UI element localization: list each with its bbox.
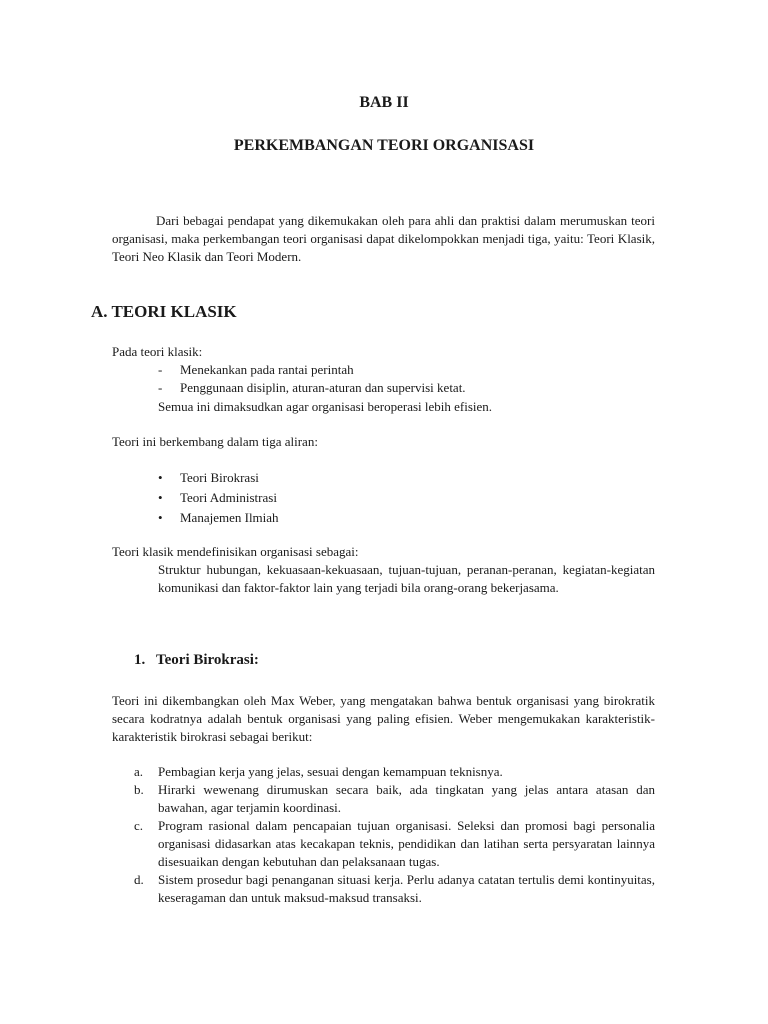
section-a-heading: A. TEORI KLASIK [91,302,237,321]
intro-paragraph [112,212,655,266]
list-item [158,361,466,379]
subsection-title: Teori Birokrasi: [156,652,259,668]
definition-lead: Teori klasik mendefinisikan organisasi sebagai: [112,544,359,559]
definition-text: Struktur hubungan, kekuasaan-kekuasaan, tujuan-tujuan, peranan-peranan, kegiatan-kegiatan komunikasi dan faktor-faktor lain yang terjadi bila orang-orang bekerjasama. [158,562,655,595]
bullet-marker: • [158,470,163,485]
list-item-text: Penggunaan disiplin, aturan-aturan dan supervisi ketat. [180,380,466,395]
list-item-text: Menekankan pada rantai perintah [180,362,354,377]
streams-lead: Teori ini berkembang dalam tiga aliran: [112,434,318,449]
list-item-text: Teori Birokrasi [180,470,259,485]
list-item-text: Pembagian kerja yang jelas, sesuai dengan kemampuan teknisnya. [158,764,503,779]
klasik-lead: Pada teori klasik: [112,344,203,359]
list-item [134,871,655,907]
dash-list [158,361,466,397]
list-item-text: Program rasional dalam pencapaian tujuan organisasi. Seleksi dan promosi bagi personalia organisasi didasarkan atas kecakapan teknis, pendidikan dan latihan serta persyaratan lainnya disesuaikan dengan kebutuhan dan pelaksanaan tugas. [158,818,655,869]
bullet-marker: • [158,490,163,505]
dash-marker: - [158,380,163,395]
intro-text: Dari bebagai pendapat yang dikemukakan oleh para ahli dan praktisi dalam merumuskan teori organisasi, maka perkembangan teori organisasi dapat dikelompokkan menjadi tiga, yaitu: Teori Klasik, Teori Neo Klasik dan Teori Modern. [112,213,655,264]
bullet-list [158,468,279,528]
list-item [158,379,466,397]
weber-paragraph: Teori ini dikembangkan oleh Max Weber, yang mengatakan bahwa bentuk organisasi yang birokratik secara kodratnya adalah bentuk organisasi yang paling efisien. Weber mengemukakan karakteristik-karakteristik birokrasi sebagai berikut: [112,693,655,744]
list-item-text: Manajemen Ilmiah [180,510,279,525]
list-marker: c. [134,818,144,833]
list-item [134,817,655,871]
list-item-text: Hirarki wewenang dirumuskan secara baik, ada tingkatan yang jelas antara atasan dan bawahan, agar terjamin koordinasi. [158,782,655,815]
bullet-marker: • [158,510,163,525]
list-item [134,763,655,781]
list-item [158,508,279,528]
list-marker: d. [134,872,144,887]
list-item [134,781,655,817]
list-marker: b. [134,782,144,797]
efficiency-note: Semua ini dimaksudkan agar organisasi beroperasi lebih efisien. [158,399,493,414]
list-item [158,468,279,488]
characteristics-list [134,763,655,907]
chapter-title: PERKEMBANGAN TEORI ORGANISASI [233,137,535,154]
list-item-text: Sistem prosedur bagi penanganan situasi kerja. Perlu adanya catatan tertulis demi kontinyuitas, keseragaman dan untuk maksud-maksud transaksi. [158,872,655,905]
subsection-heading [134,652,259,669]
list-marker: a. [134,764,144,779]
dash-marker: - [158,362,163,377]
list-item [158,488,279,508]
subsection-number: 1. [134,652,146,668]
list-item-text: Teori Administrasi [180,490,277,505]
chapter-label: BAB II [359,94,409,111]
